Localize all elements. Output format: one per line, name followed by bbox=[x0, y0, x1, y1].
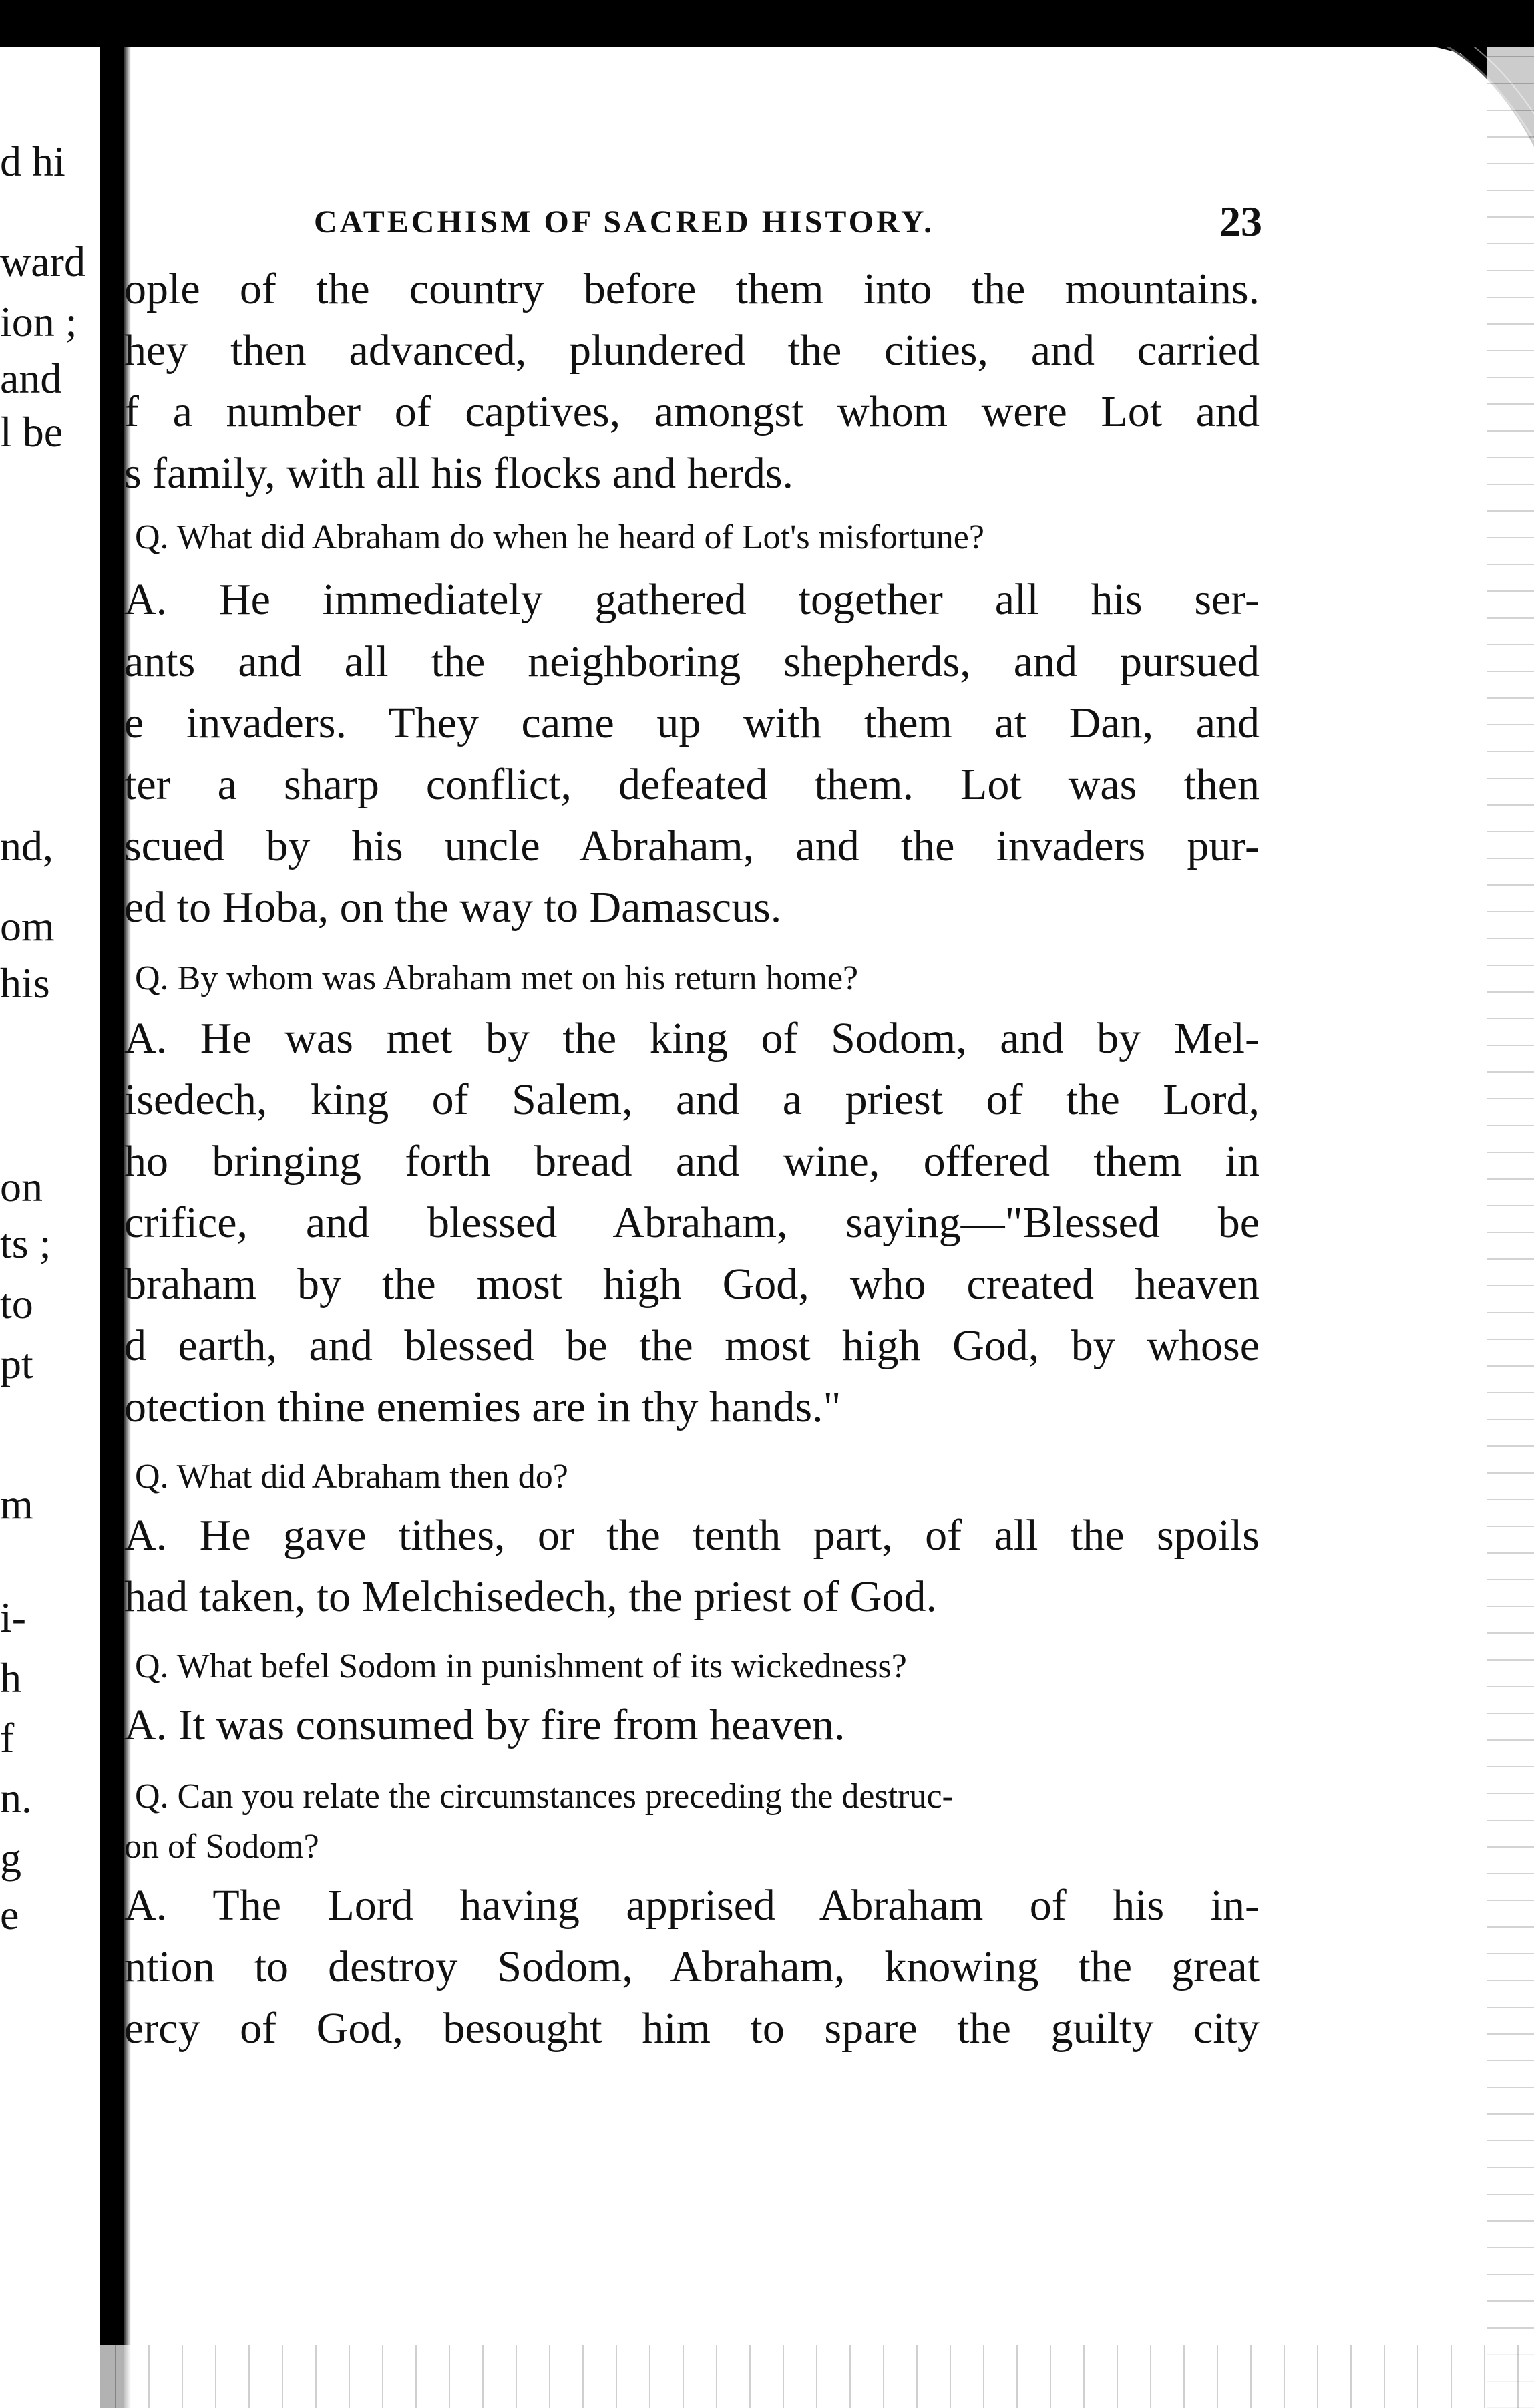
facing-text: pt bbox=[0, 1340, 33, 1387]
facing-text: i- bbox=[0, 1594, 27, 1641]
answer-line: A. He gave tithes, or the tenth part, of all the spoils bbox=[124, 1511, 1260, 1560]
text-line: e invaders. They came up with them at Dan, and bbox=[124, 699, 1260, 747]
text-line: isedech, king of Salem, and a priest of the Lord, bbox=[124, 1075, 1260, 1124]
facing-text: nd, bbox=[0, 822, 53, 870]
body-text bbox=[124, 264, 1260, 2268]
facing-page-bleed bbox=[0, 47, 100, 2408]
question-line: Q. What did Abraham do when he heard of Lot's misfortune? bbox=[135, 518, 984, 556]
text-line: ed to Hoba, on the way to Damascus. bbox=[124, 883, 782, 932]
facing-text: his bbox=[0, 959, 50, 1007]
facing-text: ts ; bbox=[0, 1220, 51, 1267]
facing-text: g bbox=[0, 1834, 21, 1882]
text-line: ho bringing forth bread and wine, offered them in bbox=[124, 1137, 1260, 1186]
question-line: Q. Can you relate the circumstances preceding the destruc- bbox=[135, 1777, 954, 1816]
text-line: ercy of God, besought him to spare the guilty city bbox=[124, 2004, 1260, 2053]
facing-text: n. bbox=[0, 1774, 32, 1822]
question-line: Q. By whom was Abraham met on his return home? bbox=[135, 959, 859, 997]
text-line: ants and all the neighboring shepherds, and pursued bbox=[124, 637, 1260, 686]
question-line: Q. What did Abraham then do? bbox=[135, 1457, 568, 1496]
text-line: had taken, to Melchisedech, the priest of God. bbox=[124, 1572, 937, 1621]
text-line: f a number of captives, amongst whom were Lot and bbox=[124, 387, 1260, 436]
facing-text: om bbox=[0, 902, 55, 950]
facing-text: ward bbox=[0, 238, 85, 285]
facing-text: on bbox=[0, 1163, 43, 1210]
facing-text: to bbox=[0, 1280, 33, 1327]
text-line: scued by his uncle Abraham, and the invaders pur- bbox=[124, 822, 1260, 870]
binding-gutter bbox=[100, 47, 124, 2408]
facing-text: h bbox=[0, 1654, 21, 1701]
facing-text: d hi bbox=[0, 138, 65, 185]
text-line: ter a sharp conflict, defeated them. Lot was then bbox=[124, 760, 1260, 809]
text-line: ople of the country before them into the mountains. bbox=[124, 265, 1260, 313]
facing-text: f bbox=[0, 1714, 15, 1761]
running-title: CATECHISM OF SACRED HISTORY. bbox=[314, 204, 935, 240]
facing-text: m bbox=[0, 1480, 33, 1528]
facing-text: ion ; bbox=[0, 298, 77, 345]
answer-line: A. He was met by the king of Sodom, and by Mel- bbox=[124, 1014, 1260, 1063]
answer-line: A. He immediately gathered together all his ser- bbox=[124, 575, 1260, 624]
page-edge-bottom bbox=[100, 2345, 1534, 2408]
text-line: s family, with all his flocks and herds. bbox=[124, 449, 794, 498]
page-edge-right bbox=[1487, 47, 1534, 2408]
text-line: otection thine enemies are in thy hands." bbox=[124, 1383, 841, 1431]
text-line: ntion to destroy Sodom, Abraham, knowing the great bbox=[124, 1942, 1260, 1991]
text-line: crifice, and blessed Abraham, saying—"Blessed be bbox=[124, 1198, 1260, 1247]
answer-line: A. It was consumed by fire from heaven. bbox=[124, 1701, 845, 1749]
text-line: d earth, and blessed be the most high God, by whose bbox=[124, 1321, 1260, 1370]
text-line: braham by the most high God, who created heaven bbox=[124, 1260, 1260, 1309]
facing-text: and bbox=[0, 355, 62, 402]
question-line: Q. What befel Sodom in punishment of its wickedness? bbox=[135, 1647, 907, 1685]
facing-text: e bbox=[0, 1891, 19, 1938]
question-line: on of Sodom? bbox=[124, 1828, 319, 1866]
text-line: hey then advanced, plundered the cities, and carried bbox=[124, 326, 1260, 375]
facing-text: l be bbox=[0, 408, 63, 456]
running-head bbox=[314, 197, 1262, 250]
page-number: 23 bbox=[1219, 198, 1262, 245]
book-page bbox=[0, 47, 1534, 2408]
answer-line: A. The Lord having apprised Abraham of his in- bbox=[124, 1881, 1260, 1930]
